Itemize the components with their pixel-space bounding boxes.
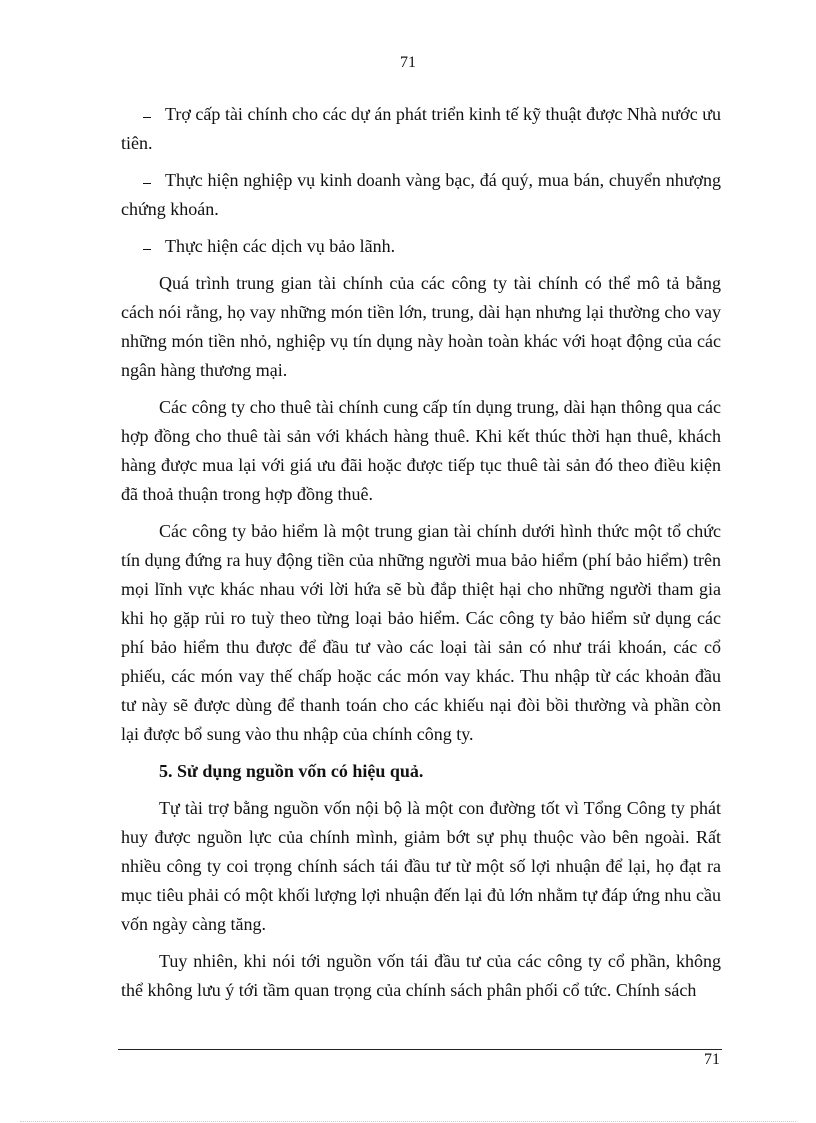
page-edge-dotted-line <box>20 1121 796 1122</box>
bullet-text: Trợ cấp tài chính cho các dự án phát triển kinh tế kỹ thuật được Nhà nước ưu tiên. <box>121 104 721 153</box>
page-body <box>121 100 721 1013</box>
dash-bullet-icon <box>143 249 151 250</box>
bullet-item <box>121 100 721 158</box>
dash-bullet-icon <box>143 117 151 118</box>
footer-divider <box>118 1049 722 1050</box>
bullet-item <box>121 232 721 261</box>
dash-bullet-icon <box>143 183 151 184</box>
paragraph: Các công ty bảo hiểm là một trung gian tài chính dưới hình thức một tổ chức tín dụng đứng ra huy động tiền của những người mua bảo hiểm (phí bảo hiểm) trên mọi lĩnh vực khác nhau với lời hứa sẽ bù đắp thiệt hại cho những người tham gia khi họ gặp rủi ro tuỳ theo từng loại bảo hiểm. Các công ty bảo hiểm sử dụng các phí bảo hiểm thu được để đầu tư vào các loại tài sản có như trái khoán, các cổ phiếu, các món vay thế chấp hoặc các món vay khác. Thu nhập từ các khoản đầu tư này sẽ được dùng để thanh toán cho các khiếu nại đòi bồi thường và phần còn lại được bổ sung vào thu nhập của chính công ty. <box>121 521 721 744</box>
bullet-text: Thực hiện các dịch vụ bảo lãnh. <box>165 236 396 256</box>
bullet-text: Thực hiện nghiệp vụ kinh doanh vàng bạc, đá quý, mua bán, chuyển nhượng chứng khoán. <box>121 170 721 219</box>
paragraph: Quá trình trung gian tài chính của các công ty tài chính có thể mô tả bằng cách nói rằng, họ vay những món tiền lớn, trung, dài hạn nhưng lại thường cho vay những món tiền nhỏ, nghiệp vụ tín dụng này hoàn toàn khác với hoạt động của các ngân hàng thương mại. <box>121 273 721 380</box>
section-heading: 5. Sử dụng nguồn vốn có hiệu quả. <box>159 761 424 781</box>
page-number-top: 71 <box>400 54 416 71</box>
paragraph: Tuy nhiên, khi nói tới nguồn vốn tái đầu tư của các công ty cổ phần, không thể không lưu ý tới tầm quan trọng của chính sách phân phối cổ tức. Chính sách <box>121 951 721 1000</box>
page-number-footer: 71 <box>704 1051 720 1068</box>
paragraph: Các công ty cho thuê tài chính cung cấp tín dụng trung, dài hạn thông qua các hợp đồng cho thuê tài sản với khách hàng thuê. Khi kết thúc thời hạn thuê, khách hàng được mua lại với giá ưu đãi hoặc được tiếp tục thuê tài sản đó theo điều kiện đã thoả thuận trong hợp đồng thuê. <box>121 397 721 504</box>
paragraph: Tự tài trợ bằng nguồn vốn nội bộ là một con đường tốt vì Tổng Công ty phát huy được nguồn lực của chính mình, giảm bớt sự phụ thuộc vào bên ngoài. Rất nhiều công ty coi trọng chính sách tái đầu tư từ một số lợi nhuận để lại, họ đạt ra mục tiêu phải có một khối lượng lợi nhuận đến lại đủ lớn nhằm tự đáp ứng nhu cầu vốn ngày càng tăng. <box>121 798 721 934</box>
bullet-item <box>121 166 721 224</box>
